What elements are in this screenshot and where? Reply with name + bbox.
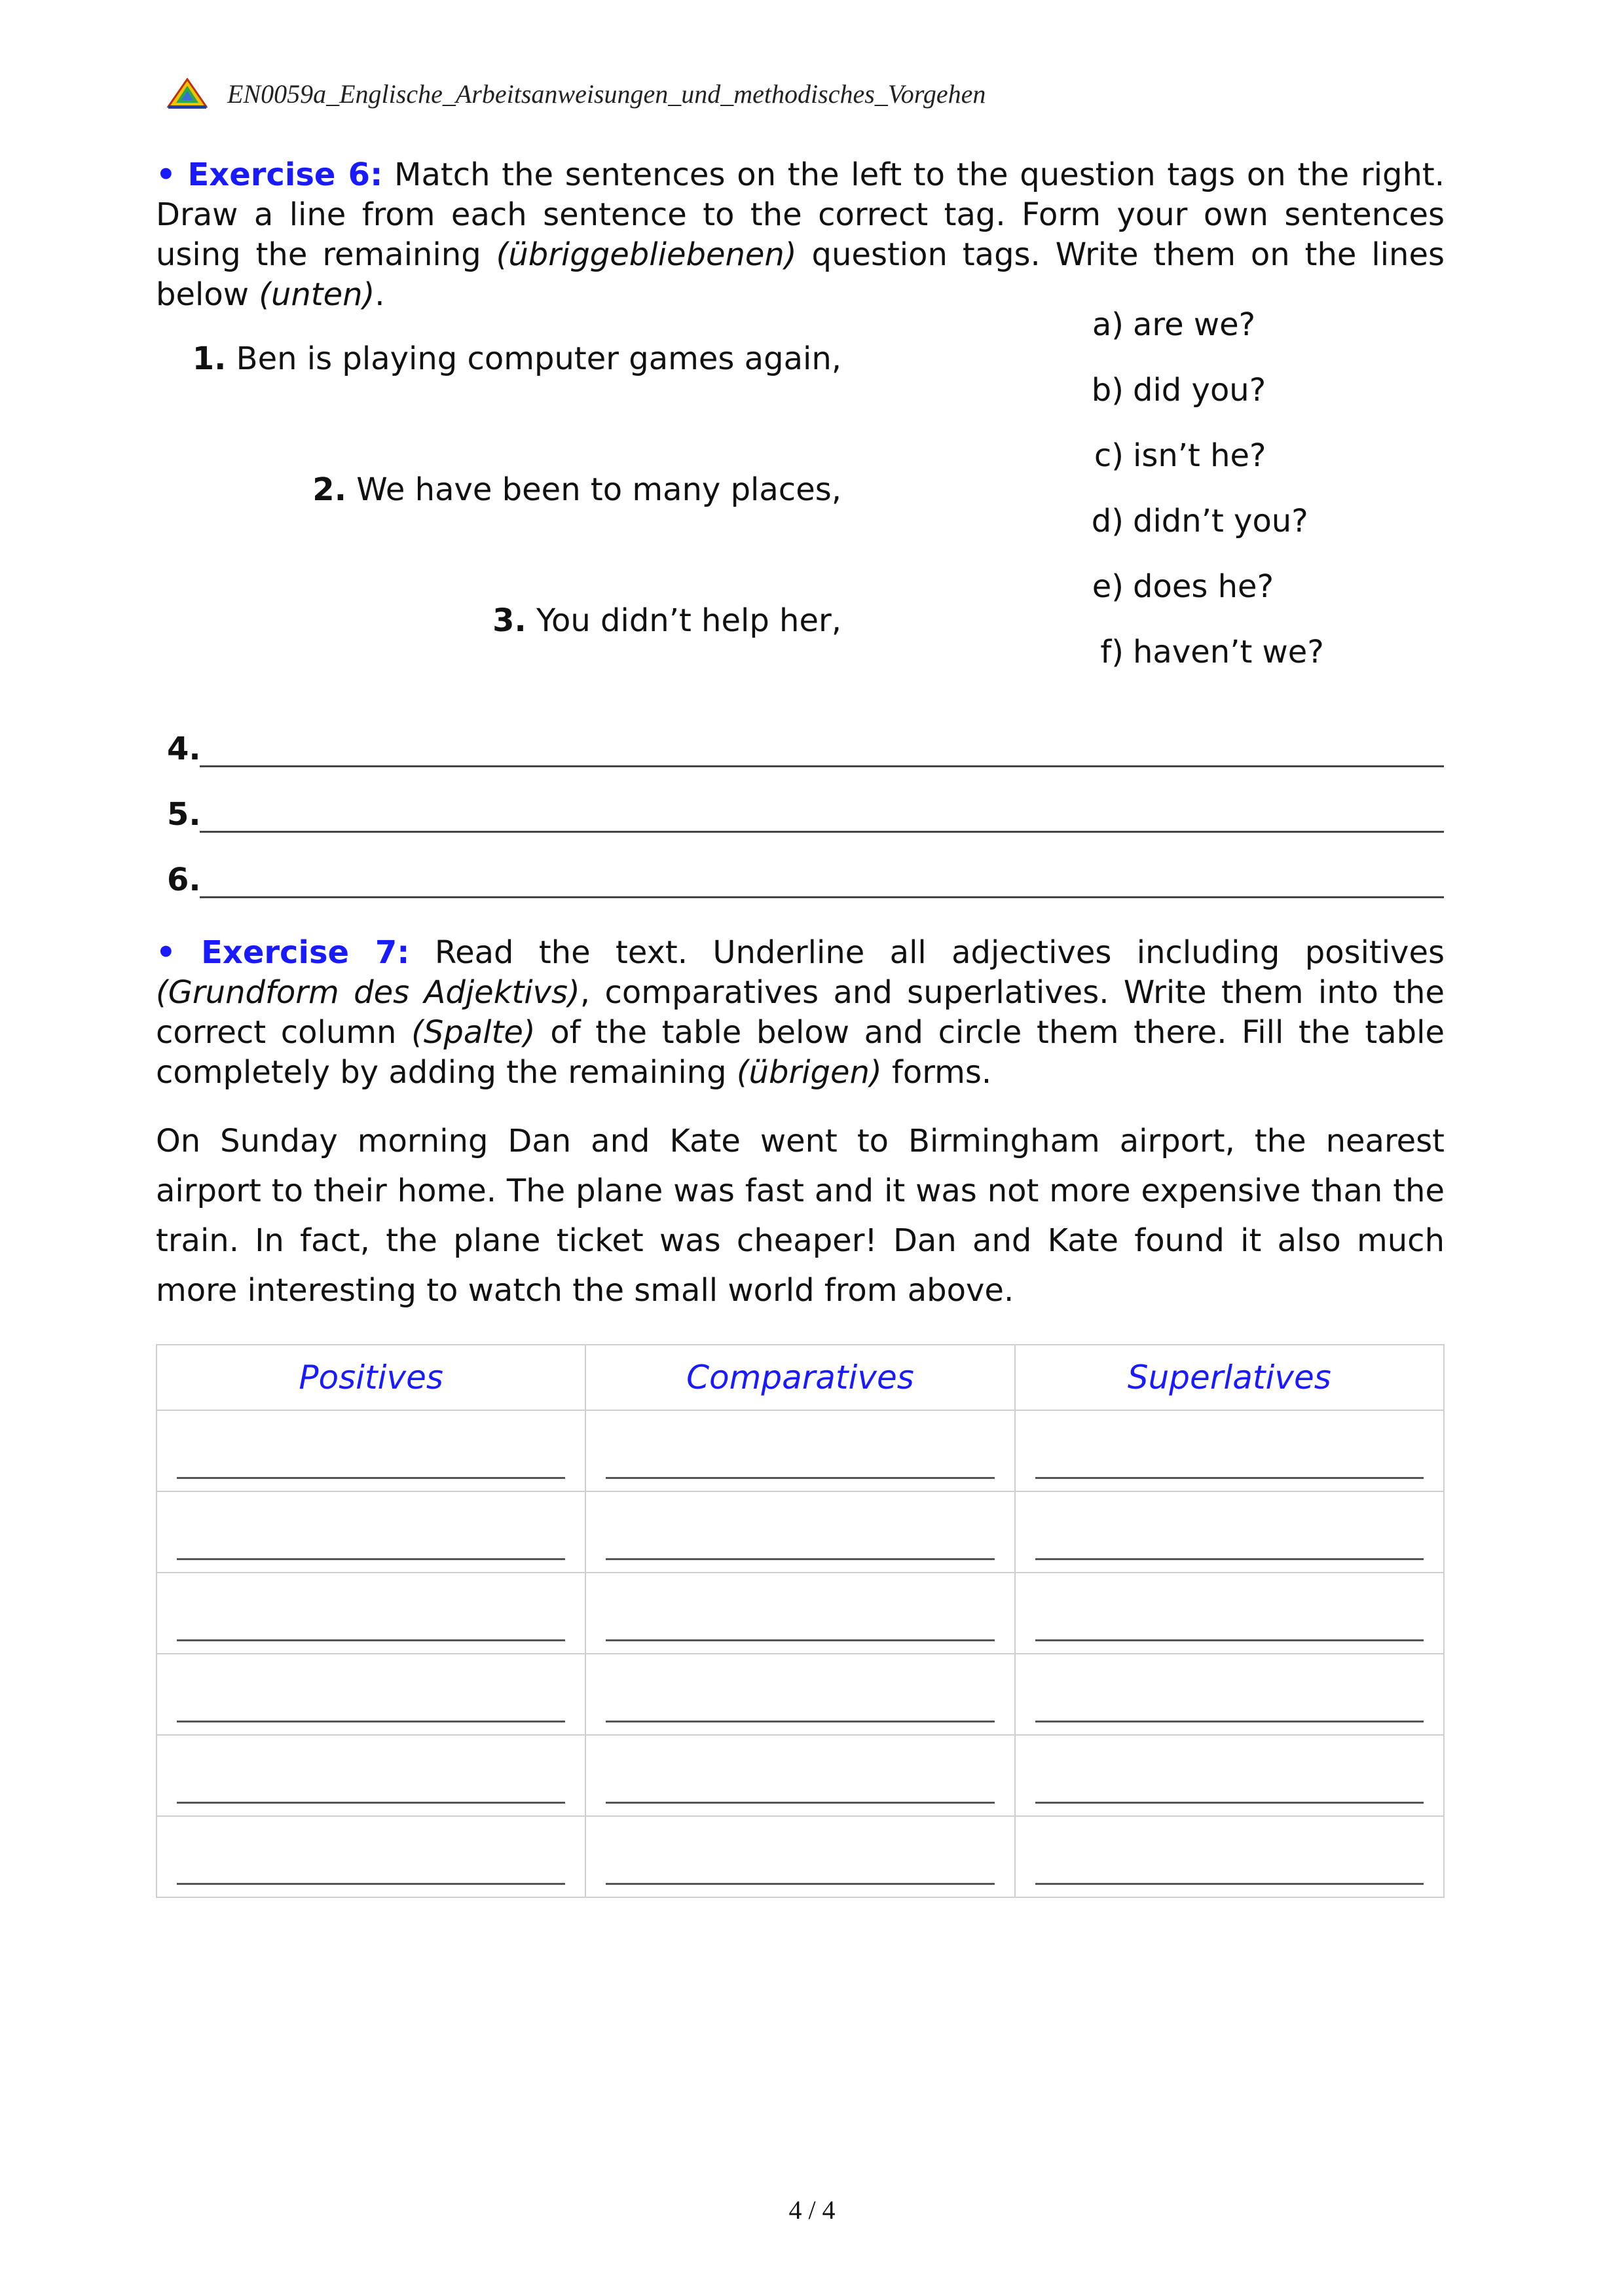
write-rule xyxy=(177,1477,565,1479)
exercise-7-label: Exercise 7: xyxy=(201,934,410,971)
exercise-7-text: of the table below and circle them there. Fill the table completely by adding the remaining xyxy=(156,1014,1445,1091)
write-rule xyxy=(606,1639,994,1641)
table-cell[interactable] xyxy=(585,1491,1014,1573)
pyramid-logo-icon xyxy=(167,78,208,109)
exercise-7-bullet: • xyxy=(156,934,176,971)
table-cell[interactable] xyxy=(1015,1573,1444,1654)
exercise-7-italic-note: (übrigen) xyxy=(736,1054,882,1091)
table-row xyxy=(157,1654,1444,1735)
column-header-comparatives: Comparatives xyxy=(585,1345,1014,1410)
table-row xyxy=(157,1735,1444,1816)
tag-letter: c) xyxy=(1094,437,1124,474)
write-rule xyxy=(606,1883,994,1885)
sentence-number: 2. xyxy=(312,471,346,508)
table-cell[interactable] xyxy=(585,1573,1014,1654)
sentence-text: You didn’t help her, xyxy=(536,602,841,639)
write-rule xyxy=(1035,1477,1424,1479)
answer-line-number: 4. xyxy=(167,731,201,767)
answer-line[interactable] xyxy=(167,791,1444,833)
sentence-item xyxy=(193,340,841,377)
answer-line-number: 6. xyxy=(167,862,201,898)
table-cell[interactable] xyxy=(157,1491,585,1573)
question-tag xyxy=(1087,437,1266,474)
table-cell[interactable] xyxy=(157,1410,585,1491)
answer-rule[interactable] xyxy=(200,865,1444,898)
answer-line[interactable] xyxy=(167,856,1444,898)
answer-line-number: 5. xyxy=(167,796,201,833)
sentence-text: We have been to many places, xyxy=(356,471,841,508)
table-cell[interactable] xyxy=(585,1654,1014,1735)
tag-text: didn’t you? xyxy=(1133,503,1308,539)
write-rule xyxy=(1035,1721,1424,1722)
table-cell[interactable] xyxy=(157,1816,585,1897)
write-rule xyxy=(606,1477,994,1479)
question-tag xyxy=(1087,634,1324,670)
adjective-table xyxy=(156,1344,1445,1898)
exercise-6-label: Exercise 6: xyxy=(187,156,383,193)
exercise-6-text: question tags. Write them on the lines below xyxy=(156,236,1445,313)
exercise-6-instructions xyxy=(156,155,1445,315)
exercise-7-text: , comparatives and superlatives. Write them into the correct column xyxy=(156,974,1445,1051)
write-rule xyxy=(606,1558,994,1560)
table-row xyxy=(157,1816,1444,1897)
table-header-row xyxy=(157,1345,1444,1410)
table-cell[interactable] xyxy=(157,1573,585,1654)
answer-rule[interactable] xyxy=(200,799,1444,833)
write-rule xyxy=(1035,1639,1424,1641)
tag-letter: d) xyxy=(1091,503,1124,539)
exercise-7-italic-note: (Spalte) xyxy=(411,1014,536,1051)
document-title: EN0059a_Englische_Arbeitsanweisungen_und_methodisches_Vorgehen xyxy=(227,79,986,109)
write-rule xyxy=(1035,1883,1424,1885)
write-rule xyxy=(177,1639,565,1641)
question-tag xyxy=(1087,372,1266,409)
column-header-superlatives: Superlatives xyxy=(1015,1345,1444,1410)
reading-passage: On Sunday morning Dan and Kate went to Birmingham airport, the nearest airport to their home. The plane was fast and it was not more expensive than the train. In fact, the plane ticket was cheaper! Dan and Kate found it also much more interesting to watch the small world from above. xyxy=(156,1123,1445,1309)
exercise-6-bullet: • xyxy=(156,156,176,193)
write-rule xyxy=(177,1721,565,1722)
exercise-6-italic-note: (unten) xyxy=(259,276,375,313)
table-cell[interactable] xyxy=(585,1735,1014,1816)
table-row xyxy=(157,1410,1444,1491)
document-header xyxy=(167,73,986,114)
sentence-item xyxy=(312,471,841,508)
tag-text: does he? xyxy=(1133,568,1274,605)
exercise-7-text: forms. xyxy=(881,1054,992,1091)
question-tag xyxy=(1087,503,1308,539)
sentence-text: Ben is playing computer games again, xyxy=(236,340,841,377)
tag-letter: f) xyxy=(1100,634,1124,670)
tag-text: did you? xyxy=(1133,372,1266,409)
write-rule xyxy=(177,1802,565,1804)
exercise-6-text: . xyxy=(375,276,385,313)
answer-rule[interactable] xyxy=(200,734,1444,767)
tag-letter: e) xyxy=(1092,568,1124,605)
write-rule xyxy=(606,1802,994,1804)
tag-text: haven’t we? xyxy=(1133,634,1324,670)
table-cell[interactable] xyxy=(585,1816,1014,1897)
question-tag xyxy=(1087,306,1255,343)
page-number: 4 / 4 xyxy=(788,2195,836,2225)
question-tag xyxy=(1087,568,1274,605)
table-cell[interactable] xyxy=(1015,1491,1444,1573)
exercise-6-text: Match the sentences on the left to the question tags on the right. Draw a line from each sentence to the correct tag. Form your own sentences using the remaining xyxy=(156,156,1445,273)
table-cell[interactable] xyxy=(585,1410,1014,1491)
exercise-7-text: Read the text. Underline all adjectives including positives xyxy=(409,934,1445,971)
sentence-item xyxy=(492,602,841,639)
write-rule xyxy=(1035,1558,1424,1560)
write-rule xyxy=(1035,1802,1424,1804)
write-rule xyxy=(177,1558,565,1560)
tag-letter: a) xyxy=(1092,306,1124,343)
tag-text: are we? xyxy=(1133,306,1256,343)
table-row xyxy=(157,1491,1444,1573)
table-cell[interactable] xyxy=(157,1735,585,1816)
write-rule xyxy=(606,1721,994,1722)
sentence-number: 3. xyxy=(492,602,526,639)
exercise-6-italic-note: (übriggebliebenen) xyxy=(496,236,797,273)
column-header-positives: Positives xyxy=(157,1345,585,1410)
tag-text: isn’t he? xyxy=(1133,437,1266,474)
tag-letter: b) xyxy=(1091,372,1124,409)
exercise-7-instructions xyxy=(156,933,1445,1093)
write-rule xyxy=(177,1883,565,1885)
table-cell[interactable] xyxy=(157,1654,585,1735)
sentence-number: 1. xyxy=(192,340,227,377)
answer-line[interactable] xyxy=(167,725,1444,767)
table-cell[interactable] xyxy=(1015,1816,1444,1897)
table-cell[interactable] xyxy=(1015,1735,1444,1816)
exercise-7-italic-note: (Grundform des Adjektivs) xyxy=(156,974,580,1011)
table-cell[interactable] xyxy=(1015,1654,1444,1735)
table-row xyxy=(157,1573,1444,1654)
table-cell[interactable] xyxy=(1015,1410,1444,1491)
